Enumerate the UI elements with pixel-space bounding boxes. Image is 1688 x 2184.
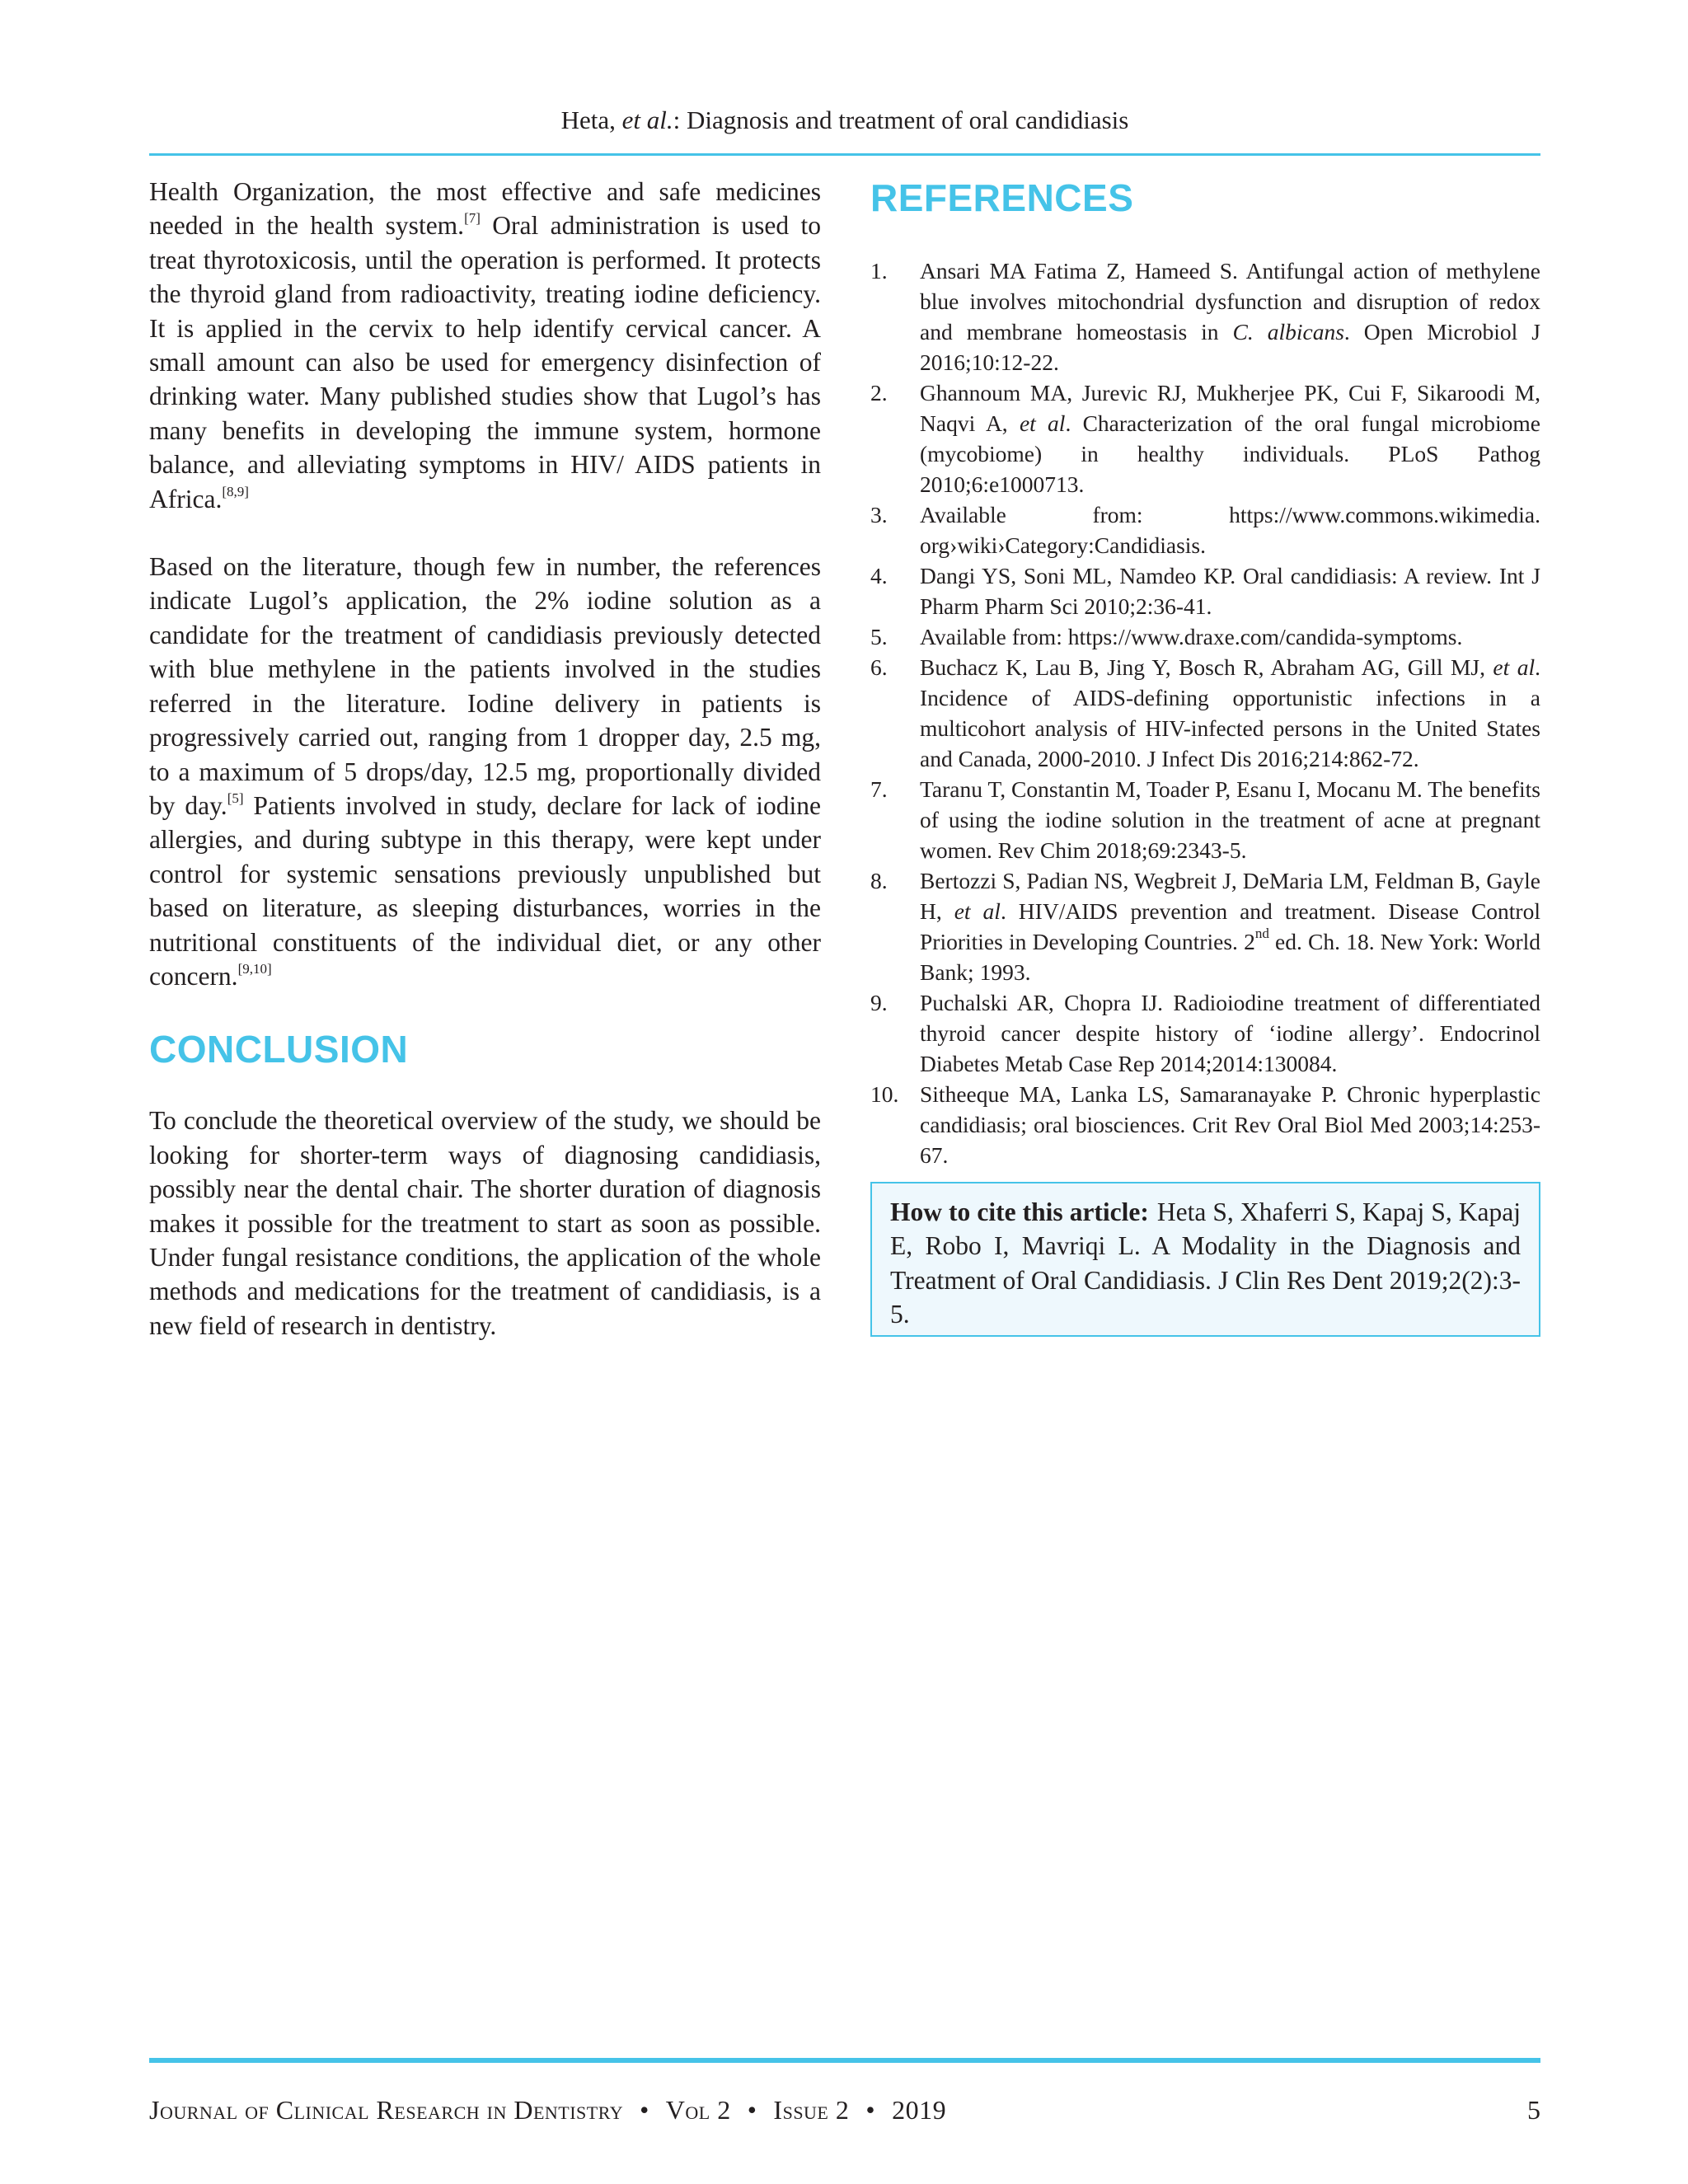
header-rule xyxy=(149,153,1540,156)
body-paragraph-2: Based on the literature, though few in number, the references indicate Lugol’s application, the 2% iodine solution as a candidate for the treatment of candidiasis previously detected with blue methylene in the patients involved in the studies referred in the literature. Iodine delivery in patients is progressively carried out, ranging from 1 dropper day, 2.5 mg, to a maximum of 5 drops/day, 12.5 mg, proportionally divided by day.[5] Patients involved in study, declare for lack of iodine allergies, and during subtype in this therapy, were kept under control for systemic sensations previously unpublished but based on literature, as sleeping disturbances, worries in the nutritional constituents of the individual diet, or any other concern.[9,10] xyxy=(149,552,822,991)
running-head-title: : Diagnosis and treatment of oral candidiasis xyxy=(673,105,1129,134)
bullet-separator: • xyxy=(640,2095,649,2125)
volume: Vol 2 xyxy=(665,2095,731,2125)
reference-item: 10. Sitheeque MA, Lanka LS, Samaranayake P. Chronic hyperplastic candidiasis; oral biosciences. Crit Rev Oral Biol Med 2003;14:253-67. xyxy=(870,1081,1540,1168)
footer-rule xyxy=(149,2058,1540,2063)
reference-item: 7. Taranu T, Constantin M, Toader P, Esanu I, Mocanu M. The benefits of using the iodine solution in the treatment of acne at pregnant women. Rev Chim 2018;69:2343-5. xyxy=(870,776,1540,863)
running-head-etal: et al. xyxy=(621,105,673,134)
page-number: 5 xyxy=(1527,2095,1540,2125)
year: 2019 xyxy=(892,2095,947,2125)
bullet-separator: • xyxy=(747,2095,757,2125)
reference-list xyxy=(870,255,1540,1170)
citation[interactable]: [7] xyxy=(464,210,481,227)
body-paragraph-1: Health Organization, the most effective and safe medicines needed in the health system.[7] Oral administration is used to treat thyrotoxicosis, until the operation is performed. It protects the thyroid gland from radioactivity, treating iodine deficiency. It is applied in the cervix to help identify cervical cancer. A small amount can also be used for emergency disinfection of drinking water. Many published studies show that Lugol’s has many benefits in developing the immune system, hormone balance, and alleviating symptoms in HIV/ AIDS patients in Africa.[8,9] xyxy=(149,177,821,513)
how-to-cite-box xyxy=(870,1182,1540,1337)
cite-text: Heta S, Xhaferri S, Kapaj S, Kapaj E, Robo I, Mavriqi L. A Modality in the Diagnosis and Treatment of Oral Candidiasis. J Clin Res Dent 2019;2(2):3-5. xyxy=(890,1197,1521,1329)
page-footer xyxy=(149,2093,1540,2126)
footer-journal-info xyxy=(149,2093,946,2126)
references-heading: REFERENCES xyxy=(870,176,1134,219)
right-column xyxy=(870,175,1540,1170)
citation[interactable]: [8,9] xyxy=(222,483,249,499)
issue: Issue 2 xyxy=(773,2095,850,2125)
running-head-author: Heta, xyxy=(560,105,616,134)
reference-item: 3. Available from: https://www.commons.wikimedia. org›wiki›Category:Candidiasis. xyxy=(870,502,1540,558)
bullet-separator: • xyxy=(865,2095,876,2125)
reference-item: 5. Available from: https://www.draxe.com/candida-symptoms. xyxy=(870,624,1463,649)
citation[interactable]: [9,10] xyxy=(237,960,272,977)
reference-item: 1. Ansari MA Fatima Z, Hameed S. Antifungal action of methylene blue involves mitochondrial dysfunction and disruption of redox and membrane homeostasis in C. albicans. Open Microbiol J 2016;10:12-22. xyxy=(870,258,1540,375)
conclusion-heading: CONCLUSION xyxy=(149,1028,409,1071)
cite-label: How to cite this article: xyxy=(890,1197,1149,1226)
running-head xyxy=(149,104,1540,137)
conclusion-paragraph: To conclude the theoretical overview of the study, we should be looking for shorter-term ways of diagnosing candidiasis, possibly near the dental chair. The shorter duration of diagnosis makes it possible for the treatment to start as soon as possible. Under fungal resistance conditions, the application of the whole methods and medications for the treatment of candidiasis, is a new field of research in dentistry. xyxy=(149,1106,821,1340)
citation[interactable]: [5] xyxy=(227,790,244,806)
reference-link[interactable]: Available from: https://www.draxe.com/candida-symptoms. xyxy=(920,624,1463,649)
left-column xyxy=(149,175,821,1343)
reference-item: 9. Puchalski AR, Chopra IJ. Radioiodine treatment of differentiated thyroid cancer despite history of ‘iodine allergy’. Endocrinol Diabetes Metab Case Rep 2014;2014:130084. xyxy=(870,990,1540,1076)
reference-item: 6. Buchacz K, Lau B, Jing Y, Bosch R, Abraham AG, Gill MJ, et al. Incidence of AIDS-defining opportunistic infections in a multicohort analysis of HIV-infected persons in the United States and Canada, 2000-2010. J Infect Dis 2016;214:862-72. xyxy=(870,654,1540,771)
reference-item: 4. Dangi YS, Soni ML, Namdeo KP. Oral candidiasis: A review. Int J Pharm Pharm Sci 2010;2:36-41. xyxy=(870,563,1540,619)
reference-item: 8. Bertozzi S, Padian NS, Wegbreit J, DeMaria LM, Feldman B, Gayle H, et al. HIV/AIDS prevention and treatment. Disease Control Priorities in Developing Countries. 2nd ed. Ch. 18. New York: World Bank; 1993. xyxy=(870,868,1540,985)
reference-link[interactable]: Available from: https://www.commons.wikimedia. org›wiki›Category:Candidiasis. xyxy=(920,502,1540,558)
journal-name: Journal of Clinical Research in Dentistry xyxy=(149,2095,624,2125)
reference-item: 2. Ghannoum MA, Jurevic RJ, Mukherjee PK, Cui F, Sikaroodi M, Naqvi A, et al. Characterization of the oral fungal microbiome (mycobiome) in healthy individuals. PLoS Pathog 2010;6:e1000713. xyxy=(870,380,1540,497)
